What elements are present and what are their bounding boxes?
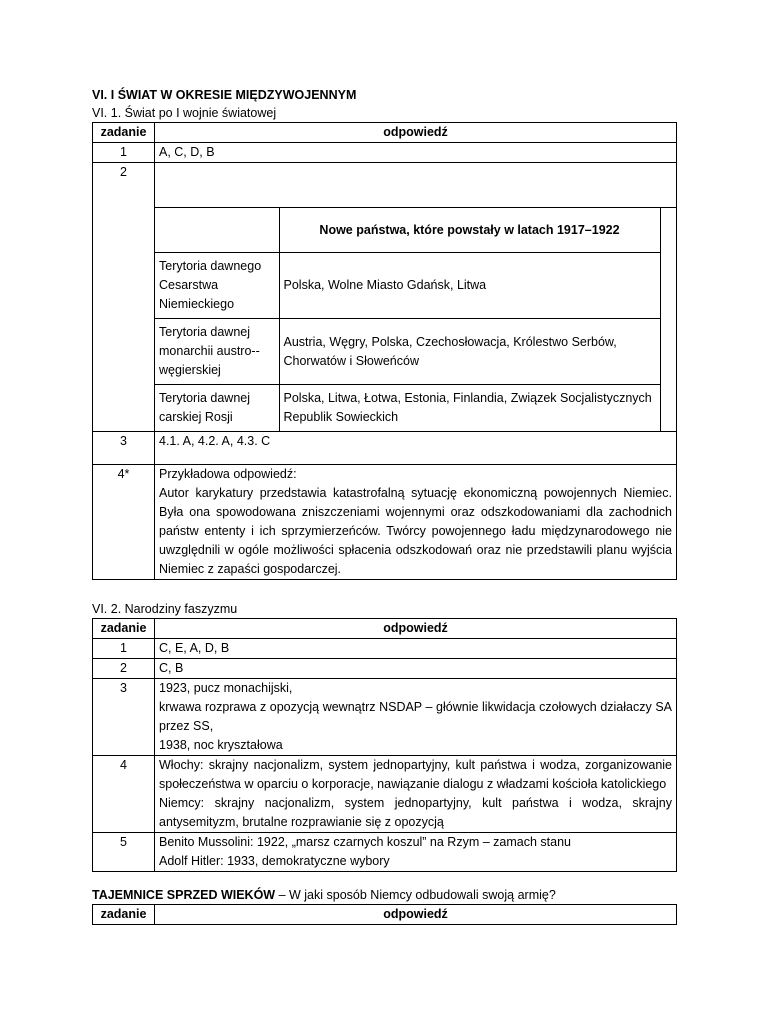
new-states-table [155,208,676,431]
answer-line: 1938, noc kryształowa [159,738,283,752]
table-header-row [93,905,677,925]
task-number: 1 [93,143,155,163]
answers-table-2 [92,618,677,872]
task-answer [155,639,677,659]
column-header-answer: odpowiedź [155,123,677,143]
inner-row [155,385,676,432]
task-number: 1 [93,639,155,659]
table-row [93,659,677,679]
chapter-title: VI. I ŚWIAT W OKRESIE MIĘDZYWOJENNYM [92,88,357,102]
inner-header-row [155,208,676,253]
task-answer [155,756,677,833]
answer-line: C, B [159,661,184,675]
table-row [93,163,677,432]
territory: Terytoria dawnej monarchii austro--węgierskiej [155,319,279,385]
answer-line: 1923, pucz monachijski, [159,681,293,695]
table-header-row [93,123,677,143]
inner-corner-cell [155,208,279,253]
task-answer [155,679,677,756]
task-answer: 4.1. A, 4.2. A, 4.3. C [155,432,677,465]
task-number: 3 [93,679,155,756]
task-answer [155,659,677,679]
answers-table-1 [92,122,677,580]
task-number: 2 [93,163,155,432]
section-title-rest: – W jaki sposób Niemcy odbudowali swoją armię? [275,888,556,902]
territory: Terytoria dawnej carskiej Rosji [155,385,279,432]
table-row [93,465,677,580]
column-header-answer: odpowiedź [155,619,677,639]
answer-line: C, E, A, D, B [159,641,230,655]
answer-line: Niemcy: skrajny nacjonalizm, system jednopartyjny, kult państwa i wodza, skrajny antysemityzm, brutalne rozprawianie się z opozycją [159,796,672,829]
column-header-task: zadanie [93,123,155,143]
inner-header: Nowe państwa, które powstały w latach 1917–1922 [279,208,660,253]
section-title-bold: TAJEMNICE SPRZED WIEKÓW [92,888,276,902]
task-answer [155,465,677,580]
section-subtitle: VI. 1. Świat po I wojnie światowej [92,106,277,120]
task-number: 2 [93,659,155,679]
inner-row [155,319,676,385]
states: Austria, Węgry, Polska, Czechosłowacja, Królestwo Serbów, Chorwatów i Słoweńców [279,319,660,385]
section-title-tajemnice [92,886,677,904]
column-header-task: zadanie [93,905,155,925]
task-number: 5 [93,833,155,872]
inner-row [155,253,676,319]
answer-line: Benito Mussolini: 1922, „marsz czarnych koszul” na Rzym – zamach stanu [159,835,571,849]
table-row [93,432,677,465]
table-row [93,143,677,163]
task-answer [155,163,677,432]
territory: Terytoria dawnego Cesarstwa Niemieckiego [155,253,279,319]
task-number: 4 [93,756,155,833]
task-number: 3 [93,432,155,465]
section-subtitle: VI. 2. Narodziny faszyzmu [92,602,238,616]
table-row [93,679,677,756]
table-row [93,639,677,659]
table-header-row [93,619,677,639]
states: Polska, Wolne Miasto Gdańsk, Litwa [279,253,660,319]
task-answer [155,833,677,872]
column-header-answer: odpowiedź [155,905,677,925]
column-header-task: zadanie [93,619,155,639]
answer-line: Włochy: skrajny nacjonalizm, system jednopartyjny, kult państwa i wodza, zorganizowanie społeczeństwa w oparciu o korporacje, nawiązanie dialogu z władzami kościoła katolickiego [159,758,672,791]
answers-table-3 [92,904,677,925]
table-row [93,756,677,833]
task-number: 4* [93,465,155,580]
document-page [92,86,677,925]
states: Polska, Litwa, Łotwa, Estonia, Finlandia, Związek Socjalistycznych Republik Sowieckich [279,385,660,432]
blank-cell [155,163,676,208]
answer-line: Przykładowa odpowiedź: [159,467,297,481]
answer-line: Adolf Hitler: 1933, demokratyczne wybory [159,854,390,868]
answer-line: krwawa rozprawa z opozycją wewnątrz NSDAP – głównie likwidacja czołowych działaczy SA przez SS, [159,700,672,733]
table-row [93,833,677,872]
task-answer: A, C, D, B [155,143,677,163]
answer-line: Autor karykatury przedstawia katastrofalną sytuację ekonomiczną powojennych Niemiec. Była ona spowodowana zniszczeniami wojennymi oraz odszkodowaniami dla zachodnich państw ententy i ich sprzymierzeńców. Twórcy powojennego ładu międzynarodowego nie uwzględnili w ogóle możliwości spłacenia odszkodowań oraz nie przedstawili planu wyjścia Niemiec z zapaści gospodarczej. [159,486,672,576]
